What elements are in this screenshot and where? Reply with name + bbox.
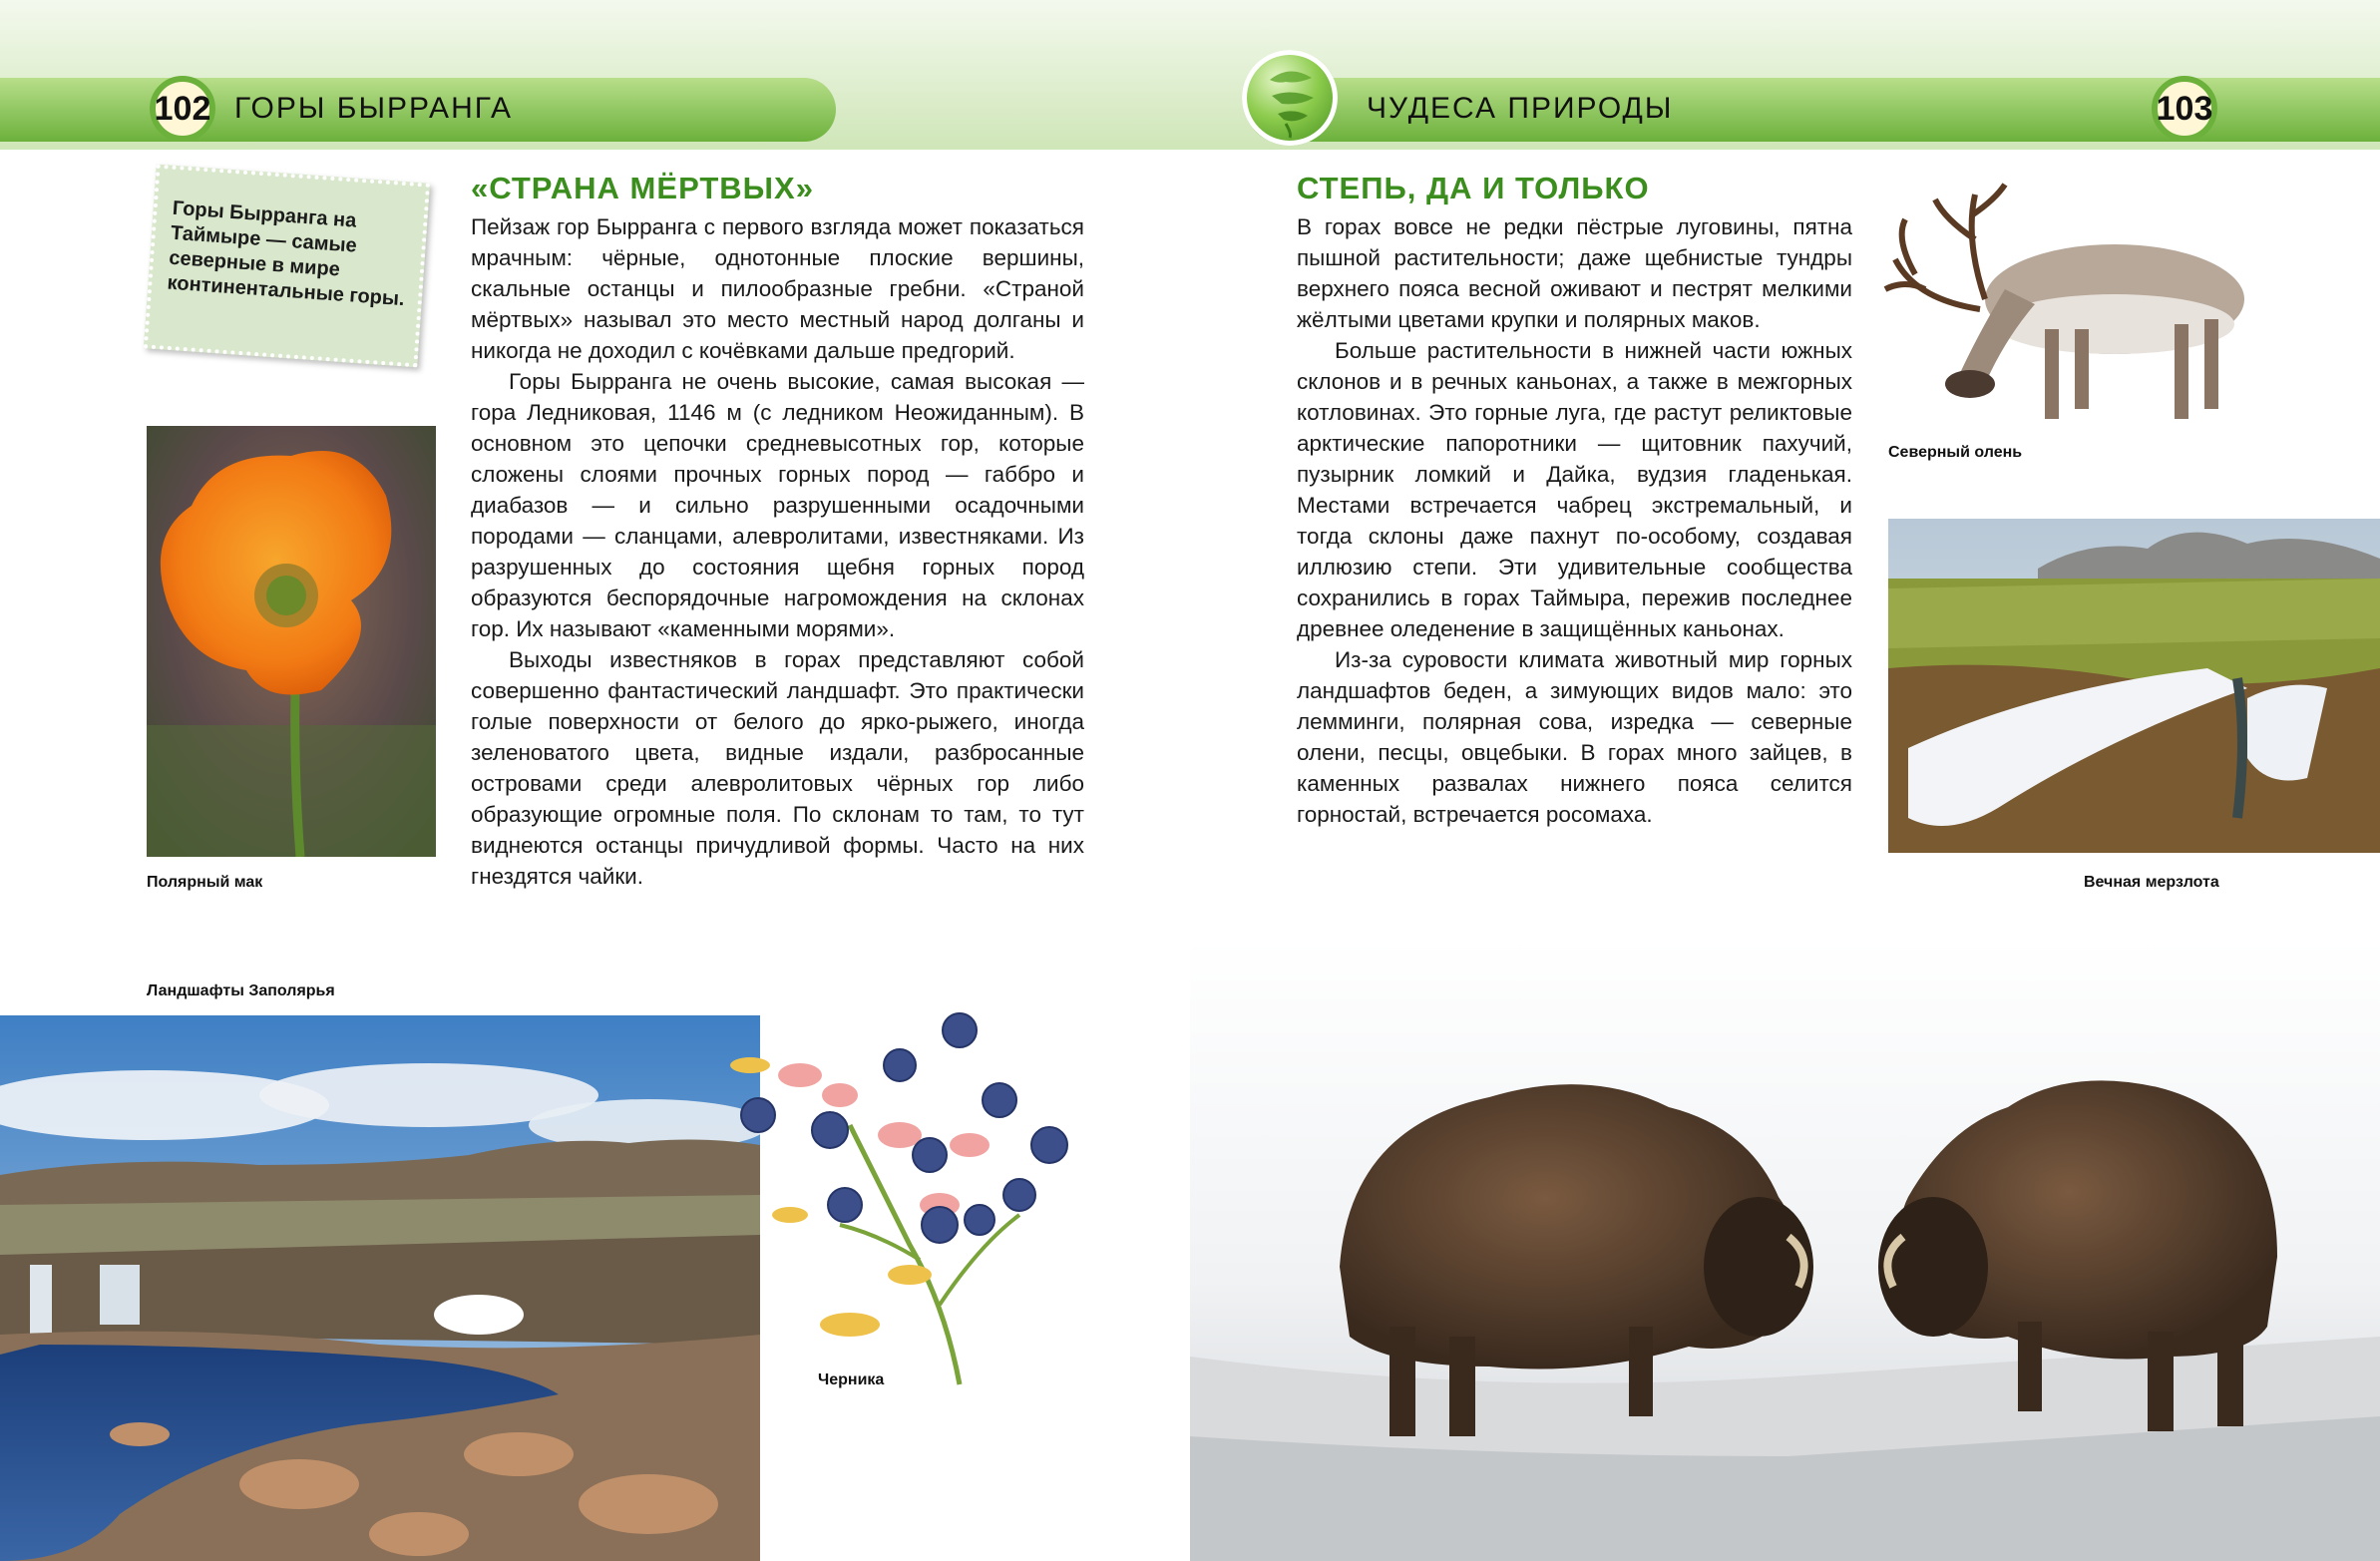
paragraph: Пейзаж гор Бырранга с первого взгляда может показаться мрачным: чёрные, однотонные плоские вершины, скальные останцы и пилообразные гребни. «Страной мёртвых» называл это место местный народ долганы и никогда не доходил с кочёвками дальше предгорий.	[471, 214, 1084, 363]
landscape-photo	[0, 1015, 760, 1561]
caption-reindeer: Северный олень	[1888, 444, 2023, 461]
caption-blueberry: Черника	[818, 1371, 885, 1388]
permafrost-photo	[1888, 519, 2380, 853]
article-text-left	[471, 211, 1084, 892]
paragraph: Горы Бырранга не очень высокие, самая высокая — гора Ледниковая, 1146 м (с ледником Неожиданным). В основном это цепочки средневысотных гор, которые сложены слоями прочных горных пород — габбро и диабазов — и сильно разрушенными осадочными породами — сланцами, алевролитами, известняками. Из разрушенных до состояния щебня горных пород образуются беспорядочные нагромождения на склонах гор. Их называют «каменными морями».	[471, 369, 1084, 641]
globe-icon	[1242, 50, 1338, 146]
paragraph: В горах вовсе не редки пёстрые луговины, пятна пышной растительности; даже щебнистые тундры верхнего пояса весной оживают и пестрят мелкими жёлтыми цветами крупки и полярных маков.	[1297, 214, 1852, 332]
paragraph: Выходы известняков в горах представляют собой совершенно фантастический ландшафт. Это практически голые поверхности от белого до ярко-рыжего, иногда зеленоватого цвета, видные издали, разбросанные островами среди алевролитовых чёрных гор либо образующие огромные поля. По склонам то там, то тут виднеются останцы причудливой формы. Часто на них гнездятся чайки.	[471, 647, 1084, 889]
page-number-left: 102	[150, 76, 215, 142]
blueberry-illustration	[730, 1005, 1099, 1394]
poppy-photo	[147, 426, 436, 857]
article-text-right	[1297, 211, 1852, 830]
caption-landscape: Ландшафты Заполярья	[147, 982, 335, 999]
paragraph: Больше растительности в нижней части южных склонов и в речных каньонах, а также в межгорных котловинах. Это горные луга, где растут реликтовые арктические папоротники — щитовник пахучий, пузырник ломкий и Дайка, вудзия гладенькая. Местами встречается чабрец экстремальный, и тогда склоны даже пахнут по-особому, создавая иллюзию степи. Эти удивительные сообщества сохранились в горах Таймыра, пережив последнее древнее оледенение в защищённых каньонах.	[1297, 338, 1852, 641]
caption-poppy: Полярный мак	[147, 874, 263, 891]
page-number-right: 103	[2152, 76, 2217, 142]
reindeer-illustration	[1875, 180, 2284, 429]
header-title-left: ГОРЫ БЫРРАНГА	[234, 92, 513, 125]
muskox-photo	[1190, 938, 2380, 1561]
section-title-right: СТЕПЬ, ДА И ТОЛЬКО	[1297, 171, 1650, 205]
fact-sticker-text: Горы Бырранга на Таймыре — самые северные в мире континентальные горы.	[166, 196, 406, 311]
section-title-left: «СТРАНА МЁРТВЫХ»	[471, 171, 814, 205]
caption-permafrost: Вечная мерзлота	[2084, 874, 2219, 891]
paragraph: Из-за суровости климата животный мир горных ландшафтов беден, а зимующих видов мало: это лемминги, полярная сова, изредка — северные олени, песцы, овцебыки. В горах много зайцев, в каменных развалах нижнего пояса селится горностай, встречается росомаха.	[1297, 647, 1852, 827]
header-title-right: ЧУДЕСА ПРИРОДЫ	[1367, 92, 1674, 125]
